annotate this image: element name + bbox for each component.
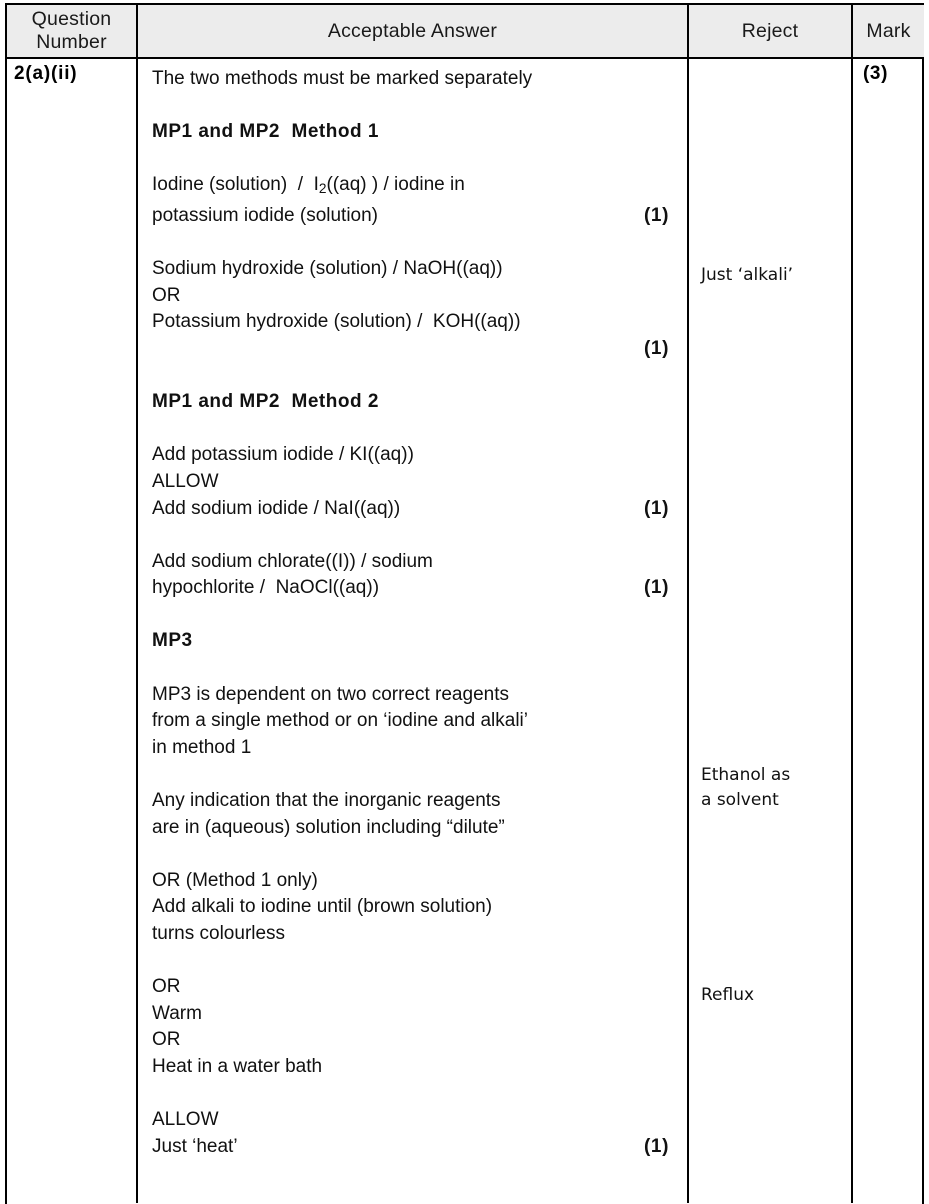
answer-line [152,389,669,416]
answer-mark-value: (1) [643,577,669,599]
answer-line [152,602,669,629]
answer-line-text: potassium iodide (solution) [152,204,379,226]
answer-line-text: Warm [152,1002,202,1024]
answer-mark-value: (1) [643,497,669,519]
answer-line [152,788,669,815]
answer-line-text: OR [152,1029,181,1051]
reject-cell [689,57,851,1203]
column-divider-1 [136,5,138,1203]
answer-line-text-cont: ((aq) ) / iodine in [326,174,465,196]
answer-line [152,1134,669,1161]
answer-line [152,172,669,203]
answer-line-text: Just ‘heat’ [152,1135,238,1157]
answer-line [152,283,669,310]
reject-note [701,983,846,1008]
answer-line-text: Add potassium iodide / KI((aq)) [152,444,414,466]
column-header-acceptable-answer: Acceptable Answer [138,5,687,57]
answer-line [152,1027,669,1054]
answer-line-text: are in (aqueous) solution including “dilute” [152,816,505,838]
answer-line-text: OR [152,976,181,998]
answer-line [152,894,669,921]
answer-line-text: The two methods must be marked separately [152,68,533,89]
column-divider-3 [851,5,853,1203]
answer-line [152,363,669,390]
answer-line-text: MP3 is dependent on two correct reagents [152,683,509,705]
answer-line [152,309,669,336]
reject-note-line: a solvent [701,790,779,810]
answer-line-text: OR [152,284,181,306]
answer-line [152,841,669,868]
reject-note [701,763,846,813]
answer-line-text: Add alkali to iodine until (brown solution) [152,896,493,918]
column-header-reject: Reject [689,5,851,57]
answer-line [152,256,669,283]
answer-line-text: Heat in a water bath [152,1055,323,1077]
answer-line [152,974,669,1001]
answer-line [152,948,669,975]
answer-line [152,921,669,948]
subscript-text: 2 [318,181,327,197]
answer-line [152,655,669,682]
answer-line [152,1054,669,1081]
answer-line-text: ALLOW [152,1109,219,1131]
reject-note-line: Reflux [701,985,755,1005]
answer-line [152,469,669,496]
answer-line-text: OR (Method 1 only) [152,869,318,891]
reject-note-line: Just ‘alkali’ [701,265,794,285]
answer-line [152,66,669,93]
answer-line-text: Add sodium iodide / NaI((aq)) [152,497,401,519]
answer-mark-value: (1) [643,1135,669,1157]
answer-line [152,203,669,230]
acceptable-answer-cell [138,57,687,1203]
answer-line [152,735,669,762]
mark-scheme-table [5,3,924,1204]
answer-line [152,416,669,443]
answer-line [152,761,669,788]
answer-line [152,119,669,146]
column-divider-2 [687,5,689,1203]
answer-line [152,93,669,120]
column-header-question-number [7,5,136,57]
column-header-mark: Mark [853,5,924,57]
answer-line-text: turns colourless [152,923,286,944]
answer-line [152,1001,669,1028]
answer-line-text: MP1 and MP2 Method 2 [152,391,379,413]
answer-line-text: Iodine (solution) / I [152,174,319,196]
answer-mark-value: (1) [643,204,669,226]
answer-line [152,1107,669,1134]
answer-line [152,522,669,549]
answer-line-text: from a single method or on ‘iodine and alkali’ [152,710,528,732]
answer-line-text: Sodium hydroxide (solution) / NaOH((aq)) [152,258,503,280]
answer-mark-value: (1) [643,337,669,359]
column-header-question-number-line1: Question [31,8,112,30]
answer-line-text: Any indication that the inorganic reagents [152,790,501,812]
answer-line-text: MP1 and MP2 Method 1 [152,121,379,143]
answer-line [152,496,669,523]
answer-line [152,815,669,842]
answer-line [152,575,669,602]
reject-note [701,263,846,288]
answer-line [152,146,669,173]
answer-line [152,868,669,895]
answer-line-text: ALLOW [152,470,219,492]
answer-line [152,1081,669,1108]
answer-line-text: hypochlorite / NaOCl((aq)) [152,577,380,599]
mark-cell: (3) [863,63,889,84]
answer-line [152,442,669,469]
answer-line [152,708,669,735]
answer-line [152,628,669,655]
question-number-cell: 2(a)(ii) [14,63,78,84]
answer-line-text: Potassium hydroxide (solution) / KOH((aq)) [152,311,521,333]
answer-line-text: Add sodium chlorate((I)) / sodium [152,550,433,572]
answer-line [152,230,669,257]
reject-note-line: Ethanol as [701,765,791,785]
answer-line-text: in method 1 [152,736,252,758]
column-header-question-number-line2: Number [36,31,107,53]
answer-line [152,682,669,709]
answer-line-text: MP3 [152,630,193,652]
answer-line [152,549,669,576]
